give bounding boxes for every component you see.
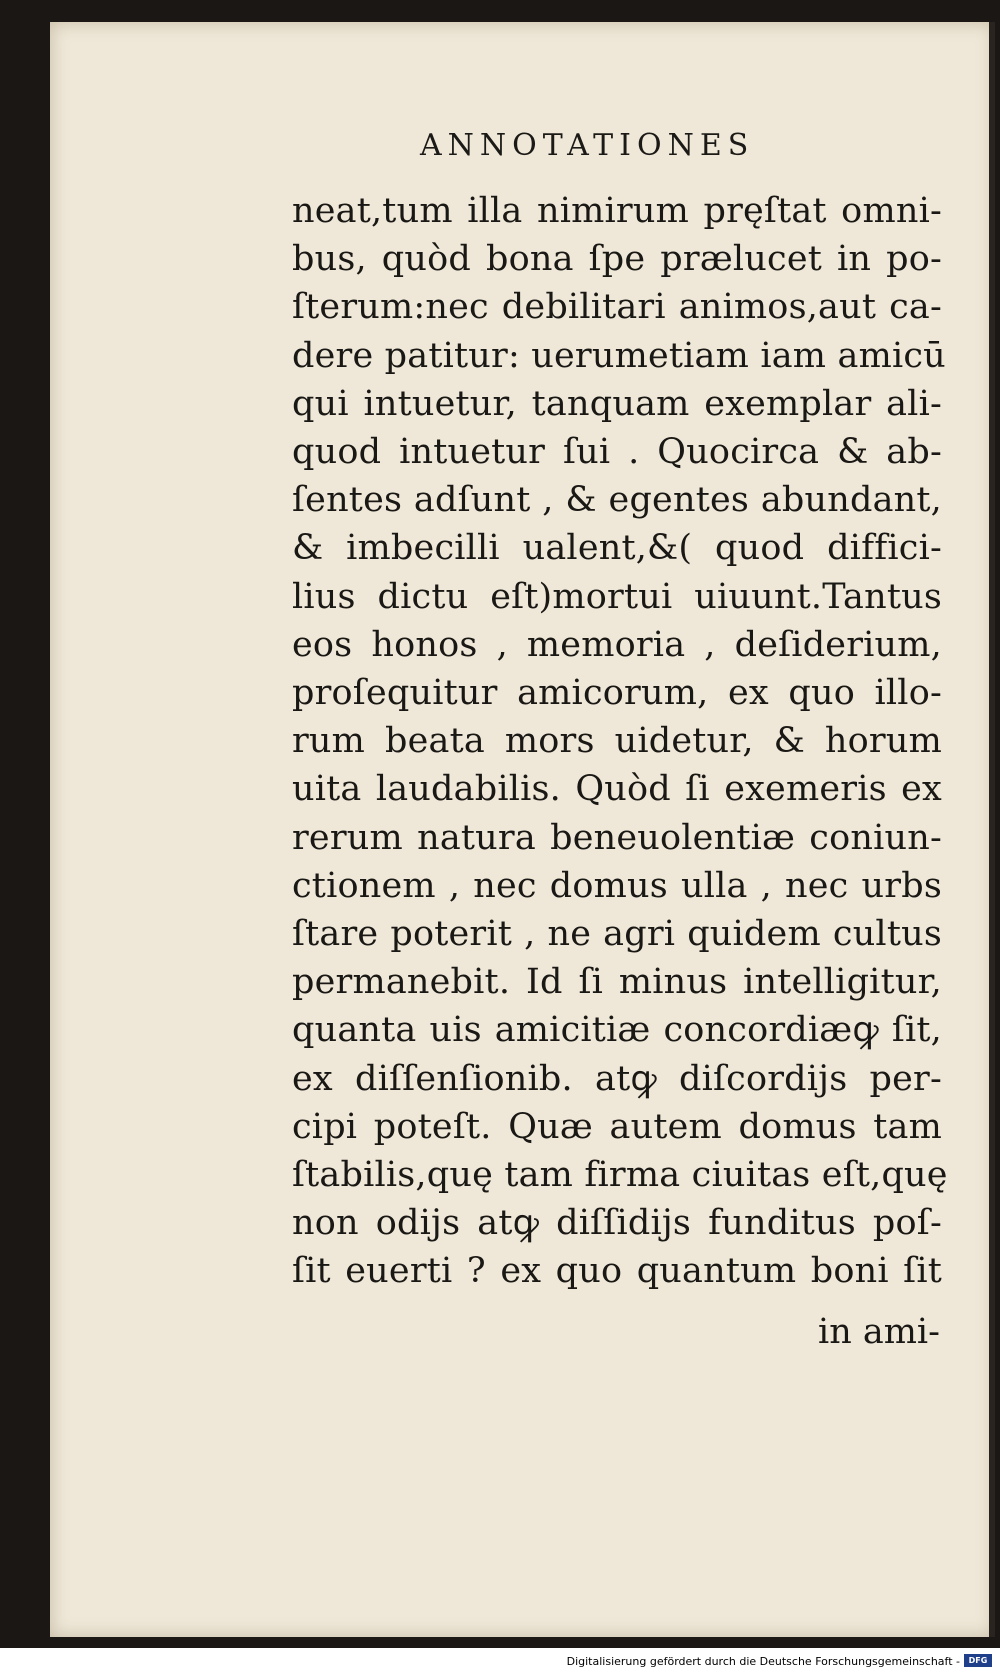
page-edge (989, 22, 995, 1637)
text-line: ſtare poterit , ne agri quidem cultus (292, 914, 942, 955)
footer-credit: Digitalisierung gefördert durch die Deutsche Forschungsgemeinschaft - (566, 1655, 960, 1668)
text-line: ex diſſenſionib. atꝙ diſcordijs per- (292, 1058, 942, 1099)
text-line: eos honos , memoria , deſiderium, (292, 624, 942, 665)
dfg-logo: DFG (964, 1654, 992, 1667)
text-line: bus, quòd bona ſpe prælucet in po- (292, 239, 942, 280)
text-line: quod intuetur ſui . Quocirca & ab- (292, 432, 942, 473)
text-line: rum beata mors uidetur, & horum (292, 721, 942, 762)
text-line: ctionem , nec domus ulla , nec urbs (292, 865, 942, 906)
text-line: ſterum:nec debilitari animos,aut ca- (292, 287, 942, 328)
text-line: cipi poteſt. Quæ autem domus tam (292, 1106, 942, 1147)
text-line: neat,tum illa nimirum pręſtat omni- (292, 191, 942, 231)
text-block (292, 187, 948, 1296)
text-line: qui intuetur, tanquam exemplar ali- (292, 383, 942, 424)
catchword: in ami- (818, 1312, 940, 1352)
text-line: permanebit. Id ſi minus intelligitur, (292, 962, 942, 1003)
digitization-footer (0, 1648, 1000, 1675)
text-line: non odijs atꝙ diſſidijs funditus poſ- (292, 1203, 942, 1244)
text-line: rerum natura beneuolentiæ coniun- (292, 817, 942, 858)
text-line: dere patitur: uerumetiam iam amicū (292, 335, 946, 376)
text-line: ſtabilis,quę tam firma ciuitas eſt,quę (292, 1155, 948, 1196)
text-line: lius dictu eſt)mortui uiuunt.Tantus (292, 576, 942, 617)
text-line: uita laudabilis. Quòd ſi exemeris ex (292, 769, 942, 810)
running-head: ANNOTATIONES (420, 128, 755, 163)
text-line: quanta uis amicitiæ concordiæꝙ ſit, (292, 1010, 942, 1051)
text-line: ſentes adſunt , & egentes abundant, (292, 480, 942, 521)
text-line: proſequitur amicorum, ex quo illo- (292, 673, 942, 714)
text-line: ſit euerti ? ex quo quantum boni ſit (292, 1251, 942, 1292)
text-line: & imbecilli ualent,&( quod diffici- (292, 528, 942, 569)
